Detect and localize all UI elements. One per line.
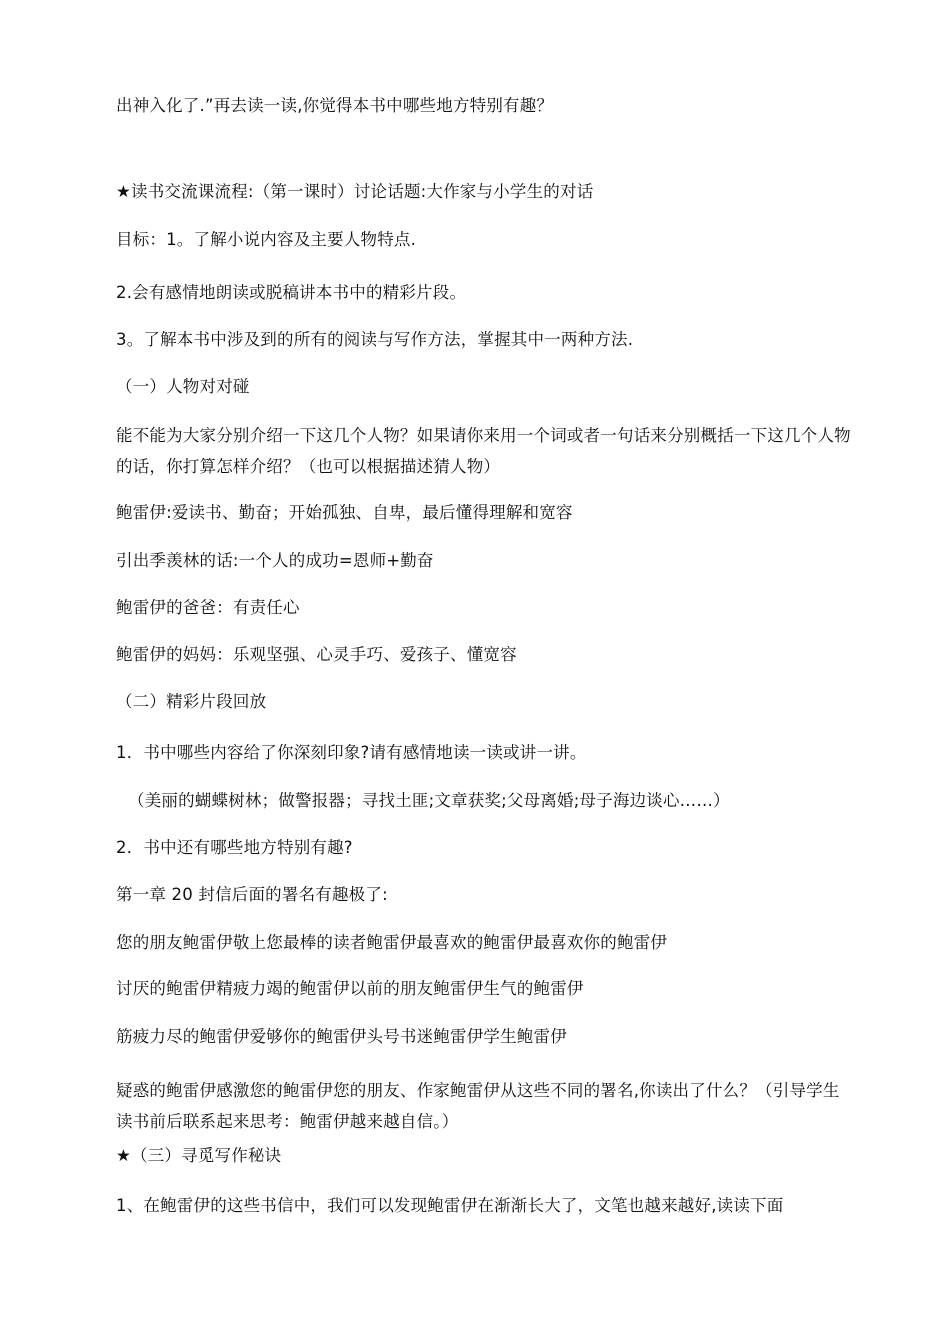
section-1-heading: （一）人物对对碰: [116, 377, 250, 396]
text-line-intro: 出神入化了.”再去读一读,你觉得本书中哪些地方特别有趣？: [116, 96, 554, 115]
lesson-flow-heading: ★读书交流课流程:（第一课时）讨论话题:大作家与小学生的对话: [116, 182, 594, 201]
section-3-heading: ★（三）寻觅写作秘诀: [116, 1146, 282, 1165]
signatures-line-1: 您的朋友鲍雷伊敬上您最棒的读者鲍雷伊最喜欢的鲍雷伊最喜欢你的鲍雷伊: [116, 933, 668, 952]
section-2-question-1: 1．书中哪些内容给了你深刻印象?请有感情地读一读或讲一讲。: [116, 743, 587, 762]
signatures-line-2: 讨厌的鲍雷伊精疲力竭的鲍雷伊以前的朋友鲍雷伊生气的鲍雷伊: [116, 979, 584, 998]
section-1-question: 能不能为大家分别介绍一下这几个人物？如果请你来用一个词或者一句话来分别概括一下这几个人物的话，你打算怎样介绍？（也可以根据描述猜人物）: [116, 426, 851, 476]
goal-2: 2.会有感情地朗读或脱稿讲本书中的精彩片段。: [116, 283, 467, 302]
quote-ji-xianlin: 引出季羡林的话:一个人的成功=恩师+勤奋: [116, 551, 434, 570]
section-2-heading: （二）精彩片段回放: [116, 692, 267, 711]
character-father: 鲍雷伊的爸爸：有责任心: [116, 598, 300, 617]
signatures-intro: 第一章 20 封信后面的署名有趣极了:: [116, 885, 388, 904]
character-bao-leiyi: 鲍雷伊:爱读书、勤奋；开始孤独、自卑，最后懂得理解和宽容: [116, 503, 573, 522]
goal-3: 3。了解本书中涉及到的所有的阅读与写作方法，掌握其中一两种方法.: [116, 330, 634, 349]
character-mother: 鲍雷伊的妈妈：乐观坚强、心灵手巧、爱孩子、懂宽容: [116, 645, 517, 664]
signatures-line-4: 疑惑的鲍雷伊感激您的鲍雷伊您的朋友、作家鲍雷伊从这些不同的署名,你读出了什么？（引导学生读书前后联系起来思考：鲍雷伊越来越自信。）: [116, 1081, 840, 1131]
section-2-question-2: 2．书中还有哪些地方特别有趣?: [116, 838, 353, 857]
section-2-examples: （美丽的蝴蝶树林；做警报器；寻找土匪;文章获奖;父母离婚;母子海边谈心……）: [128, 791, 730, 810]
section-3-paragraph: 1、在鲍雷伊的这些书信中，我们可以发现鲍雷伊在渐渐长大了，文笔也越来越好,读读下面: [116, 1196, 784, 1215]
goal-1: 目标：1。了解小说内容及主要人物特点.: [116, 230, 417, 249]
signatures-line-3: 筋疲力尽的鲍雷伊爱够你的鲍雷伊头号书迷鲍雷伊学生鲍雷伊: [116, 1027, 567, 1046]
